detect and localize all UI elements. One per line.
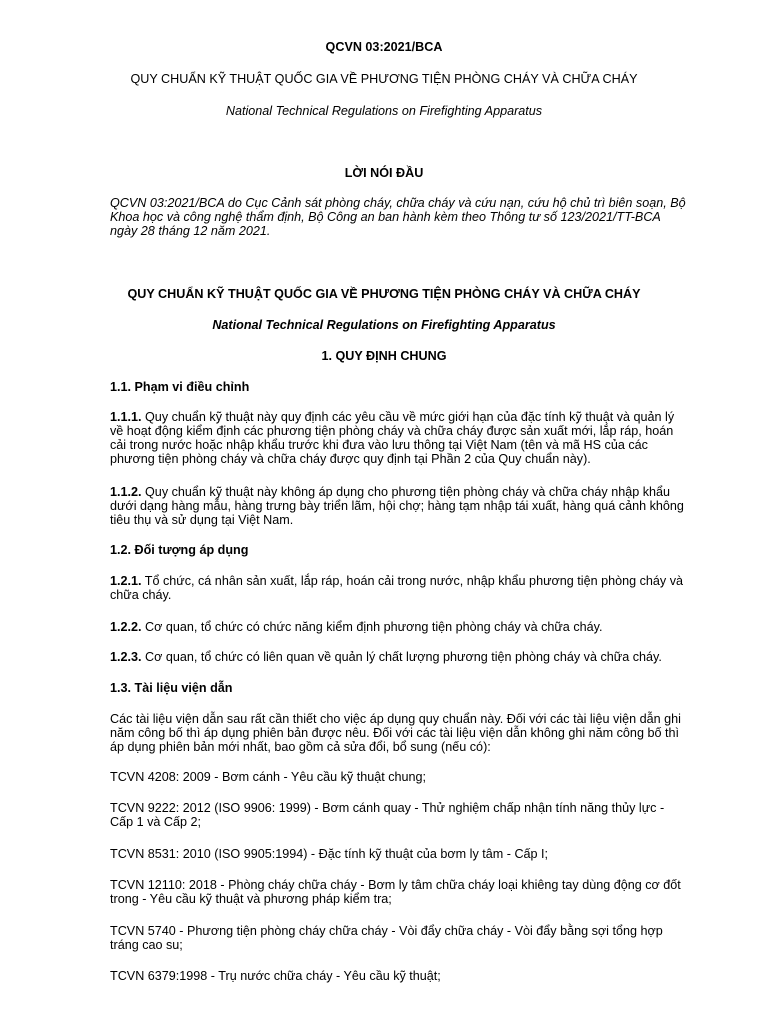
clause-number: 1.2.2. [110,620,142,634]
reference-item: TCVN 12110: 2018 - Phòng cháy chữa cháy - Bơm ly tâm chữa cháy loại khiêng tay dùng động cơ đốt trong - Yêu cầu kỹ thuật và phương pháp kiểm tra; [110,878,681,906]
clause-1-1-2 [110,485,690,527]
clause-text: Quy chuẩn kỹ thuật này quy định các yêu cầu về mức giới hạn của đặc tính kỹ thuật và quản lý về hoạt động kiểm định các phương tiện phòng cháy và chữa cháy được sản xuất mới, lắp ráp, hoán cải trong nước hoặc nhập khẩu trước khi đưa vào lưu thông tại Việt Nam (tên và mã HS của các phương tiện phòng cháy và chữa cháy được quy định tại Phần 2 của Quy chuẩn này). [110,410,675,466]
clause-number: 1.2.3. [110,650,142,664]
clause-text: Cơ quan, tổ chức có liên quan về quản lý chất lượng phương tiện phòng cháy và chữa cháy. [141,650,662,664]
foreword-heading: LỜI NÓI ĐẦU [344,166,424,180]
reference-item: TCVN 8531: 2010 (ISO 9905:1994) - Đặc tính kỹ thuật của bơm ly tâm - Cấp I; [110,847,549,861]
reference-item: TCVN 6379:1998 - Trụ nước chữa cháy - Yêu cầu kỹ thuật; [110,969,441,983]
clause-1-1-1 [110,410,690,466]
clause-text: Quy chuẩn kỹ thuật này không áp dụng cho phương tiện phòng cháy và chữa cháy nhập khẩu dưới dạng hàng mẫu, hàng trưng bày triển lãm, hội chợ; hàng tạm nhập tái xuất, hàng quá cảnh không tiêu thụ và sử dụng tại Việt Nam. [110,485,684,527]
clause-text: Tổ chức, cá nhân sản xuất, lắp ráp, hoán cải trong nước, nhập khẩu phương tiện phòng cháy và chữa cháy. [110,574,683,602]
clause-number: 1.1.1. [110,410,142,424]
clause-number: 1.1.2. [110,485,142,499]
foreword-text: QCVN 03:2021/BCA do Cục Cảnh sát phòng cháy, chữa cháy và cứu nạn, cứu hộ chủ trì biên soạn, Bộ Khoa học và công nghệ thẩm định, Bộ Công an ban hành kèm theo Thông tư số 123/2021/TT-BCA ngày 28 tháng 12 năm 2021. [110,196,686,238]
document-title-vi: QUY CHUẨN KỸ THUẬT QUỐC GIA VỀ PHƯƠNG TIỆN PHÒNG CHÁY VÀ CHỮA CHÁY [130,72,638,86]
section-1-3-heading: 1.3. Tài liệu viện dẫn [110,681,233,695]
section-1-heading: 1. QUY ĐỊNH CHUNG [321,349,447,363]
references-intro: Các tài liệu viện dẫn sau rất cần thiết cho việc áp dụng quy chuẩn này. Đối với các tài liệu viện dẫn ghi năm công bố thì áp dụng phiên bản được nêu. Đối với các tài liệu viện dẫn không ghi năm công bố thì áp dụng phiên bản mới nhất, bao gồm cả sửa đổi, bổ sung (nếu có): [110,712,681,754]
reference-item: TCVN 9222: 2012 (ISO 9906: 1999) - Bơm cánh quay - Thử nghiệm chấp nhận tính năng thủy lực - Cấp 1 và Cấp 2; [110,801,665,829]
document-code: QCVN 03:2021/BCA [325,40,443,54]
clause-number: 1.2.1. [110,574,142,588]
clause-text: Cơ quan, tổ chức có chức năng kiểm định phương tiện phòng cháy và chữa cháy. [141,620,603,634]
main-title-vi: QUY CHUẨN KỸ THUẬT QUỐC GIA VỀ PHƯƠNG TIỆN PHÒNG CHÁY VÀ CHỮA CHÁY [127,287,641,301]
main-title-en: National Technical Regulations on Firefighting Apparatus [212,318,556,332]
section-1-2-heading: 1.2. Đối tượng áp dụng [110,543,249,557]
clause-1-2-1 [110,574,690,602]
clause-1-2-2 [110,620,690,634]
reference-item: TCVN 4208: 2009 - Bơm cánh - Yêu cầu kỹ thuật chung; [110,770,427,784]
document-title-en: National Technical Regulations on Firefighting Apparatus [225,104,543,118]
clause-1-2-3 [110,650,690,664]
section-1-1-heading: 1.1. Phạm vi điều chỉnh [110,380,250,394]
reference-item: TCVN 5740 - Phương tiện phòng cháy chữa cháy - Vòi đẩy chữa cháy - Vòi đẩy bằng sợi tổng hợp tráng cao su; [110,924,663,952]
